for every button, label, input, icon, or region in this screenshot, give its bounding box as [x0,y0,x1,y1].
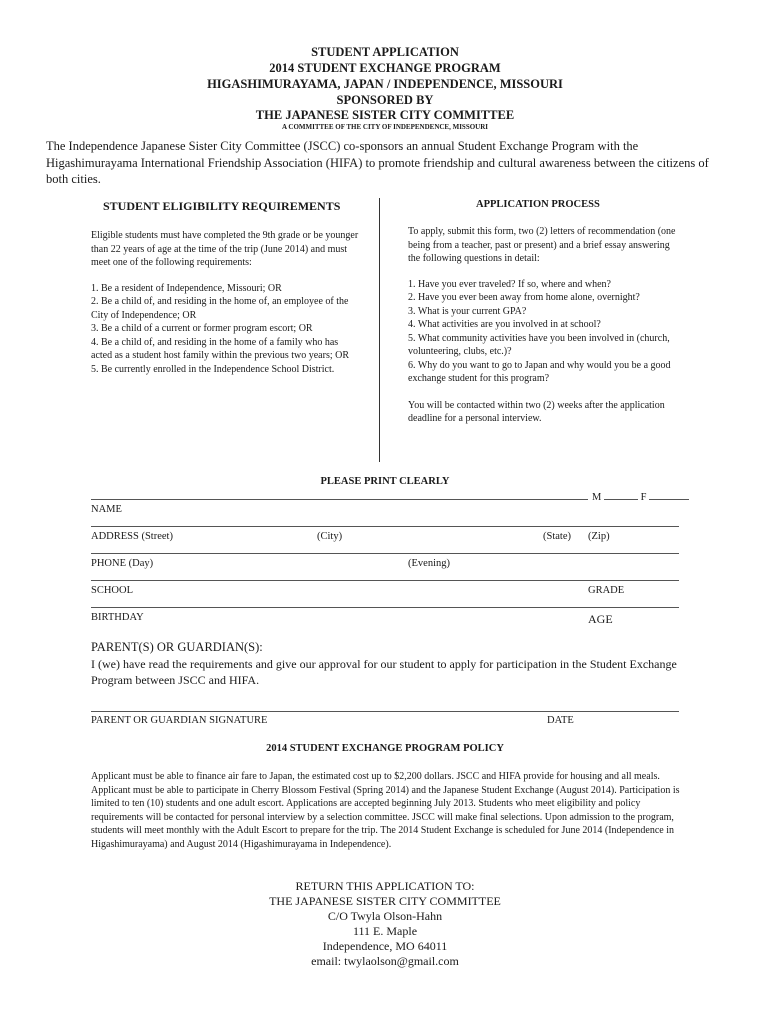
birthday-field[interactable] [91,607,679,608]
process-question: 1. Have you ever traveled? If so, where and when? [408,278,611,290]
print-clearly-heading: PLEASE PRINT CLEARLY [320,476,450,487]
city-label: (City) [317,531,343,542]
process-question: 5. What community activities have you been involved in (church, volunteering, clubs, etc.)? [408,332,670,357]
return-contact: C/O Twyla Olson-Hahn [327,909,443,923]
grade-label: GRADE [588,585,625,596]
phone-field[interactable] [91,553,679,554]
header-committee: THE JAPANESE SISTER CITY COMMITTEE [255,108,515,122]
school-label: SCHOOL [91,585,134,596]
eligibility-item: 4. Be a child of, and residing in the home of a family who has acted as a student host family within the previous two years; OR [91,336,350,361]
header-program: 2014 STUDENT EXCHANGE PROGRAM [269,61,501,75]
date-label: DATE [547,715,574,726]
address-street-label: ADDRESS (Street) [91,531,173,542]
eligibility-section [91,229,361,376]
process-question: 3. What is your current GPA? [408,305,527,317]
address-field[interactable] [91,526,679,527]
eligibility-intro: Eligible students must have completed the 9th grade or be younger than 22 years of age at the time of the trip (June 2014) and must meet one of the following requirements: [91,230,359,268]
eligibility-item: 2. Be a child of, and residing in the home of, an employee of the City of Independence; OR [91,296,349,321]
process-intro: To apply, submit this form, two (2) letters of recommendation (one being from a teacher, past or present) and a brief essay answering the following questions in detail: [408,226,676,264]
intro-paragraph: The Independence Japanese Sister City Committee (JSCC) co-sponsors an annual Student Exchange Program with the Higashimurayama International Friendship Association (HIFA) to promote friendship and cultural awareness between the citizens of both cities. [46,139,709,186]
m-label: M [592,492,602,503]
process-note: You will be contacted within two (2) weeks after the application deadline for a personal interview. [408,399,665,424]
school-field[interactable] [91,580,679,581]
gender-selector [592,489,689,503]
m-field[interactable] [604,489,638,500]
signature-field[interactable] [91,711,679,712]
process-section [408,225,680,426]
age-label: AGE [588,612,613,626]
birthday-label: BIRTHDAY [91,612,144,623]
parents-heading: PARENT(S) OR GUARDIAN(S): [91,640,263,654]
parents-approval-text: I (we) have read the requirements and give our approval for our student to apply for participation in the Student Exchange Program between JSCC and HIFA. [91,657,677,687]
policy-text: Applicant must be able to finance air fare to Japan, the estimated cost up to $2,200 dollars. JSCC and HIFA provide for housing and all meals. Applicant must be able to participate in Cherry Blossom Festival (Spring 2014) and the Japanese Student Exchange (August 2014). Participation is limited to ten (10) students and one adult escort. Applications are accepted beginning July 2013. Students who meet eligibility and policy requirements will be contacted for personal interview by a selection committee. JSCC will make final selections. Upon admission to the program, students will meet monthly with the Adult Escort to prepare for the trip. The 2014 Student Exchange is scheduled for June 2014 (Independence in Higashimurayama) and August 2014 (Higashimurayama in Independence). [91,771,680,850]
return-committee: THE JAPANESE SISTER CITY COMMITTEE [269,894,501,908]
eligibility-item: 5. Be currently enrolled in the Independence School District. [91,363,335,375]
f-label: F [640,492,647,503]
zip-label: (Zip) [588,531,610,542]
return-street: 111 E. Maple [352,924,418,938]
column-divider [379,198,380,462]
return-city: Independence, MO 64011 [322,939,448,953]
process-question: 2. Have you ever been away from home alone, overnight? [408,292,640,303]
policy-title: 2014 STUDENT EXCHANGE PROGRAM POLICY [266,743,504,754]
process-question: 4. What activities are you involved in at school? [408,319,601,330]
eligibility-item: 3. Be a child of a current or former program escort; OR [91,323,313,334]
eligibility-title: STUDENT ELIGIBILITY REQUIREMENTS [103,199,341,213]
return-email[interactable]: email: twylaolson@gmail.com [311,954,459,968]
eligibility-item: 1. Be a resident of Independence, Missouri; OR [91,282,282,294]
phone-day-label: PHONE (Day) [91,558,154,569]
f-field[interactable] [649,489,689,500]
state-label: (State) [543,531,571,542]
header-subtitle: A COMMITTEE OF THE CITY OF INDEPENDENCE, MISSOURI [281,123,488,131]
name-field[interactable] [91,499,588,500]
process-question: 6. Why do you want to go to Japan and why would you be a good exchange student for this program? [408,359,671,384]
return-heading: RETURN THIS APPLICATION TO: [295,879,475,893]
signature-label: PARENT OR GUARDIAN SIGNATURE [91,715,268,726]
header-sponsored-by: SPONSORED BY [336,93,434,107]
header-title: STUDENT APPLICATION [311,45,459,59]
name-label: NAME [91,504,122,515]
phone-evening-label: (Evening) [408,558,450,569]
process-title: APPLICATION PROCESS [476,199,600,210]
header-cities: HIGASHIMURAYAMA, JAPAN / INDEPENDENCE, MISSOURI [207,77,563,91]
